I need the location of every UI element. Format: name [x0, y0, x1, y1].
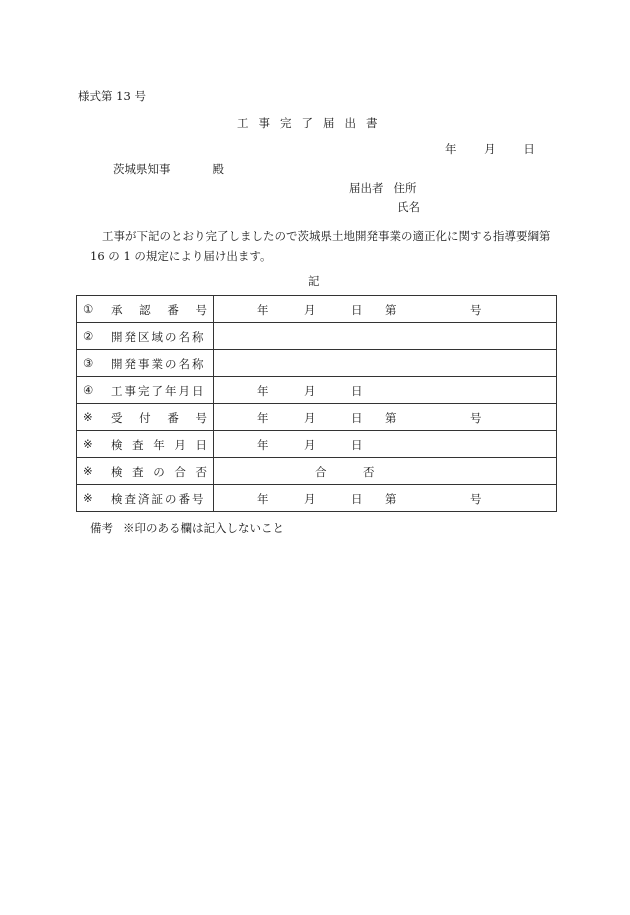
- row-mark: ※: [83, 410, 93, 424]
- date-month-label: 月: [484, 142, 496, 156]
- honorific: 殿: [212, 162, 224, 176]
- year-label: 年: [257, 411, 269, 425]
- row-label: [111, 464, 207, 480]
- table-row: [77, 404, 557, 431]
- row-label-cell: [77, 323, 214, 350]
- address-label: 住所: [393, 181, 417, 195]
- addressee: [113, 162, 224, 176]
- row-label-char: 検: [111, 465, 123, 479]
- pass-label: 合: [315, 465, 327, 479]
- row-value-cell[interactable]: [214, 431, 557, 458]
- row-label-cell: [77, 296, 214, 323]
- table-row: [77, 296, 557, 323]
- month-label: 月: [304, 411, 316, 425]
- row-label-char: 認: [139, 303, 151, 317]
- row-value-cell[interactable]: [214, 350, 557, 377]
- table-row: [77, 431, 557, 458]
- applicant-address-line: [349, 181, 417, 195]
- row-label-char: 検査済証の番号: [111, 492, 206, 506]
- applicant-label: 届出者: [349, 181, 384, 195]
- row-value-cell[interactable]: [214, 404, 557, 431]
- row-label: [111, 410, 207, 426]
- month-label: 月: [304, 438, 316, 452]
- row-value-cell[interactable]: [214, 485, 557, 512]
- date-year-label: 年: [445, 142, 457, 156]
- table-row: [77, 350, 557, 377]
- remarks: [90, 521, 284, 535]
- row-label: [111, 383, 207, 399]
- go-label: 号: [470, 492, 482, 506]
- row-mark: ②: [83, 329, 94, 343]
- row-label-char: 号: [195, 303, 207, 317]
- applicant-name-label: 氏名: [397, 200, 420, 214]
- row-label: [111, 302, 207, 318]
- dai-label: 第: [385, 492, 397, 506]
- year-label: 年: [257, 303, 269, 317]
- month-label: 月: [304, 384, 316, 398]
- form-number: 様式第 13 号: [78, 89, 146, 103]
- date-line: [445, 142, 535, 156]
- go-label: 号: [470, 411, 482, 425]
- day-label: 日: [351, 411, 363, 425]
- row-mark: ①: [83, 302, 94, 316]
- row-label: [111, 491, 207, 507]
- row-label-char: 年: [153, 438, 165, 452]
- row-value-cell[interactable]: [214, 323, 557, 350]
- row-label-cell: [77, 377, 214, 404]
- month-label: 月: [304, 303, 316, 317]
- row-label-cell: [77, 485, 214, 512]
- row-mark: ※: [83, 464, 93, 478]
- row-label-cell: [77, 458, 214, 485]
- row-label-cell: [77, 350, 214, 377]
- remarks-text: ※印のある欄は記入しないこと: [123, 521, 284, 535]
- row-label-char: 否: [195, 465, 207, 479]
- row-label-char: 付: [139, 411, 151, 425]
- date-day-label: 日: [523, 142, 535, 156]
- row-label-char: 号: [195, 411, 207, 425]
- row-label-char: 査: [132, 438, 144, 452]
- row-label: [111, 356, 207, 372]
- table-row: [77, 377, 557, 404]
- row-value-cell[interactable]: [214, 458, 557, 485]
- row-value-cell[interactable]: [214, 377, 557, 404]
- row-label-char: 受: [111, 411, 123, 425]
- dai-label: 第: [385, 303, 397, 317]
- row-mark: ※: [83, 491, 93, 505]
- items-table: [76, 295, 557, 512]
- body-text: 工事が下記のとおり完了しましたので茨城県土地開発事業の適正化に関する指導要綱第 16 の 1 の規定により届け出ます。: [90, 229, 551, 263]
- row-label-char: 開発事業の名称: [111, 357, 206, 371]
- year-label: 年: [257, 384, 269, 398]
- row-label-char: 承: [111, 303, 123, 317]
- month-label: 月: [304, 492, 316, 506]
- year-label: 年: [257, 492, 269, 506]
- year-label: 年: [257, 438, 269, 452]
- row-label-cell: [77, 404, 214, 431]
- row-label-char: 番: [167, 303, 179, 317]
- table-row: [77, 458, 557, 485]
- dai-label: 第: [385, 411, 397, 425]
- row-label-char: 日: [195, 438, 207, 452]
- table-row: [77, 485, 557, 512]
- row-label: [111, 329, 207, 345]
- day-label: 日: [351, 384, 363, 398]
- day-label: 日: [351, 492, 363, 506]
- row-label-char: 合: [174, 465, 186, 479]
- day-label: 日: [351, 303, 363, 317]
- row-label-char: 工事完了年月日: [111, 384, 206, 398]
- document-title: 工事完了届出書: [237, 116, 388, 130]
- row-mark: ※: [83, 437, 93, 451]
- row-label-char: 開発区域の名称: [111, 330, 206, 344]
- fail-label: 否: [363, 465, 375, 479]
- day-label: 日: [351, 438, 363, 452]
- row-label-char: 検: [111, 438, 123, 452]
- row-label-cell: [77, 431, 214, 458]
- row-value-cell[interactable]: [214, 296, 557, 323]
- row-mark: ④: [83, 383, 94, 397]
- row-mark: ③: [83, 356, 94, 370]
- row-label-char: 番: [167, 411, 179, 425]
- row-label-char: の: [153, 465, 165, 479]
- table-row: [77, 323, 557, 350]
- row-label: [111, 437, 207, 453]
- remarks-label: 備考: [90, 521, 113, 535]
- go-label: 号: [470, 303, 482, 317]
- ki-heading: 記: [308, 274, 320, 288]
- row-label-char: 査: [132, 465, 144, 479]
- addressee-name: 茨城県知事: [113, 162, 171, 176]
- row-label-char: 月: [174, 438, 186, 452]
